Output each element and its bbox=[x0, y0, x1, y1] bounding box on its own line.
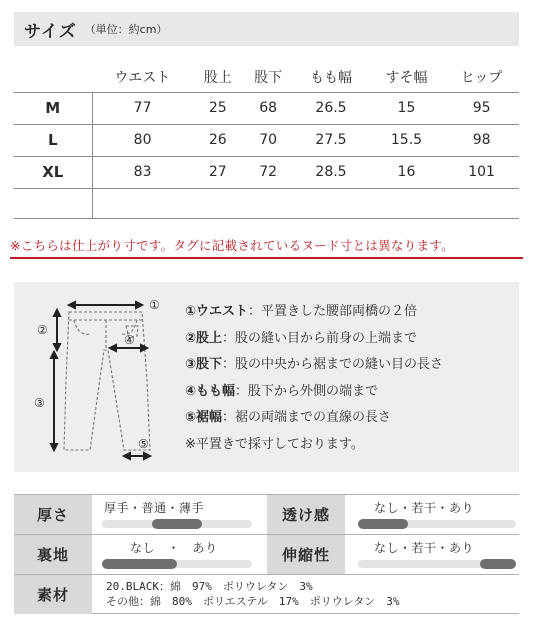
measure-footnote: ※平置きで採寸しております。 bbox=[185, 436, 364, 452]
marker-4: ④ bbox=[124, 333, 135, 347]
attr-row-material bbox=[14, 574, 519, 614]
attr-label-lining: 裏地 bbox=[14, 535, 92, 574]
measure-num: ② bbox=[185, 330, 197, 346]
size-label: L bbox=[14, 124, 92, 156]
attr-row bbox=[14, 534, 519, 574]
table-cell: 72 bbox=[243, 156, 293, 188]
table-cell: 27.5 bbox=[293, 124, 368, 156]
measure-num: ① bbox=[185, 304, 197, 319]
stretch-indicator bbox=[480, 559, 516, 569]
attr-row bbox=[14, 494, 519, 534]
measure-num: ⑤ bbox=[185, 410, 197, 425]
table-cell: 98 bbox=[444, 124, 519, 156]
table-cell: 15 bbox=[369, 92, 444, 124]
marker-5: ⑤ bbox=[138, 437, 149, 451]
sheerness-indicator bbox=[358, 519, 408, 529]
measure-item-waist bbox=[185, 299, 443, 326]
marker-3: ③ bbox=[34, 396, 45, 410]
table-cell: 95 bbox=[444, 92, 519, 124]
measure-desc: ：股下から外側の端まで bbox=[235, 383, 379, 399]
measure-num: ④ bbox=[185, 383, 197, 399]
table-cell: 80 bbox=[92, 124, 193, 156]
table-cell: 83 bbox=[92, 156, 193, 188]
attr-label-thickness: 厚さ bbox=[14, 495, 92, 534]
size-section-header bbox=[14, 12, 519, 46]
table-cell: 16 bbox=[369, 156, 444, 188]
measure-desc: ：平置きした腰部両橋の２倍 bbox=[248, 304, 418, 319]
table-cell: 77 bbox=[92, 92, 193, 124]
measure-desc: ：裾の両端までの直線の長さ bbox=[222, 410, 392, 425]
sheerness-scale bbox=[358, 520, 516, 528]
lining-scale bbox=[102, 560, 252, 568]
marker-2: ② bbox=[37, 323, 48, 337]
table-cell: 68 bbox=[243, 92, 293, 124]
size-table-header-row bbox=[14, 62, 519, 92]
stretch-scale bbox=[358, 560, 516, 568]
size-corner-cell bbox=[14, 62, 92, 92]
measure-item-inseam bbox=[185, 352, 443, 379]
size-label: XL bbox=[14, 156, 92, 188]
table-row bbox=[14, 92, 519, 124]
measure-item-rise bbox=[185, 326, 443, 353]
attr-label-sheerness: 透け感 bbox=[267, 495, 345, 534]
measure-label: 裾幅 bbox=[196, 410, 223, 425]
measure-item-hem bbox=[185, 405, 443, 432]
table-cell: 28.5 bbox=[293, 156, 368, 188]
measure-label: 股下 bbox=[196, 357, 223, 372]
table-cell: 26 bbox=[193, 124, 243, 156]
attr-label-material: 素材 bbox=[14, 575, 92, 614]
measure-desc: ：股の中央から裾までの縫い目の長さ bbox=[222, 357, 444, 372]
measure-label: もも幅 bbox=[196, 383, 236, 399]
table-cell: 27 bbox=[193, 156, 243, 188]
size-label-empty bbox=[14, 188, 92, 218]
lining-indicator bbox=[102, 559, 177, 569]
measurement-guide bbox=[14, 282, 519, 472]
table-cell: 70 bbox=[243, 124, 293, 156]
measure-desc: ：股の縫い目から前身の上端まで bbox=[222, 330, 418, 346]
material-line: その他：綿 80% ポリエステル 17% ポリウレタン 3% bbox=[106, 595, 400, 608]
attr-options-sheerness: なし・若干・あり bbox=[374, 501, 475, 515]
measure-label: 股上 bbox=[196, 330, 223, 346]
table-cell: 25 bbox=[193, 92, 243, 124]
col-header-rise: 股上 bbox=[203, 69, 232, 86]
table-row-empty bbox=[14, 188, 519, 218]
pants-diagram-icon bbox=[34, 290, 164, 464]
thickness-indicator bbox=[152, 519, 202, 529]
table-cell: 15.5 bbox=[369, 124, 444, 156]
size-label: M bbox=[14, 92, 92, 124]
measure-num: ③ bbox=[185, 357, 197, 372]
measure-label: ウエスト bbox=[196, 304, 249, 319]
col-header-thigh: もも幅 bbox=[310, 69, 352, 86]
table-cell-empty bbox=[92, 188, 519, 218]
table-cell: 101 bbox=[444, 156, 519, 188]
size-section-title: サイズ bbox=[24, 21, 77, 42]
material-line: 20.BLACK：綿 97% ポリウレタン 3% bbox=[106, 580, 313, 593]
col-header-inseam: 股下 bbox=[254, 69, 283, 86]
size-table bbox=[14, 62, 519, 219]
size-unit-label: （単位：約cm） bbox=[84, 23, 168, 36]
col-header-hem: すそ幅 bbox=[385, 69, 428, 86]
measurement-list bbox=[185, 299, 443, 458]
table-cell: 26.5 bbox=[293, 92, 368, 124]
col-header-waist: ウエスト bbox=[114, 69, 171, 86]
attr-options-lining: なし ・ あり bbox=[130, 541, 218, 555]
fit-note: ※こちらは仕上がり寸です。タグに記載されているヌード寸とは異なります。 bbox=[10, 238, 454, 253]
marker-1: ① bbox=[149, 298, 160, 312]
col-header-hip: ヒップ bbox=[460, 69, 503, 86]
thickness-scale bbox=[102, 520, 252, 528]
note-divider bbox=[10, 257, 523, 259]
attr-options-stretch: なし・若干・あり bbox=[374, 541, 475, 555]
table-row bbox=[14, 156, 519, 188]
attr-label-stretch: 伸縮性 bbox=[267, 535, 345, 574]
table-row bbox=[14, 124, 519, 156]
material-composition bbox=[106, 579, 400, 609]
measure-item-thigh bbox=[185, 379, 443, 406]
attr-options-thickness: 厚手・普通・薄手 bbox=[104, 501, 205, 515]
